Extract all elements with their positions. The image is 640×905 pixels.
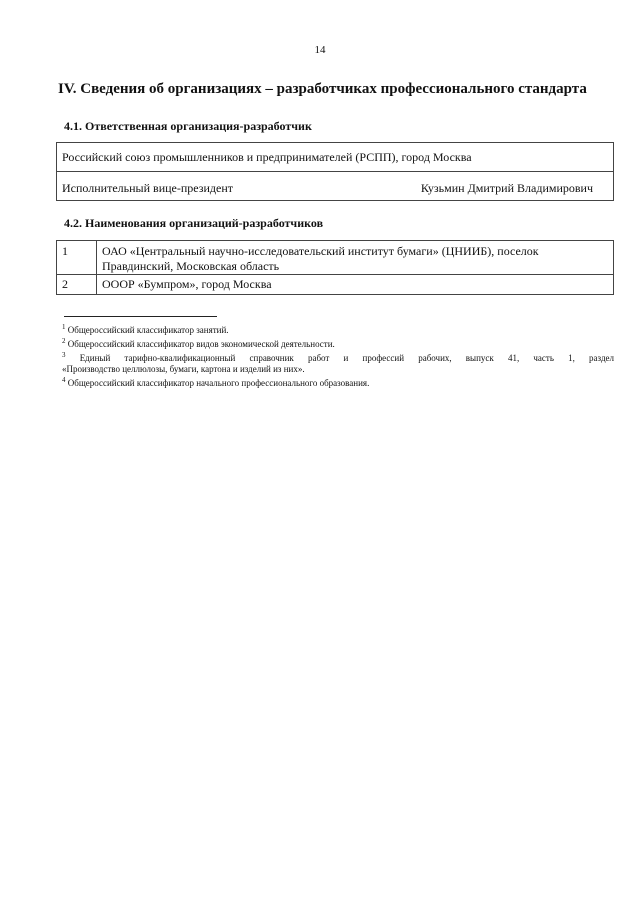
section-title: IV. Сведения об организациях – разработчиках профессионального стандарта: [58, 81, 587, 97]
organization-cell: Российский союз промышленников и предпринимателей (РСПП), город Москва: [57, 143, 614, 172]
signatory-cell: [57, 172, 614, 201]
footnote: [62, 336, 614, 350]
developers-table: [56, 240, 614, 295]
table-row: [57, 275, 614, 295]
responsible-org-heading: 4.1. Ответственная организация-разработчик: [64, 119, 312, 133]
responsible-org-table: [56, 142, 614, 201]
person-name: Кузьмин Дмитрий Владимирович: [420, 181, 593, 195]
position-text: Исполнительный вице-президент: [62, 181, 234, 195]
organization-name: ОООР «Бумпром», город Москва: [97, 275, 614, 295]
organization-name: [97, 241, 614, 275]
footnote-text: Общероссийский классификатор начального профессионального образования.: [67, 378, 370, 388]
developers-heading: 4.2. Наименования организаций-разработчиков: [64, 216, 324, 230]
organization-name-line: ОАО «Центральный научно-исследовательский институт бумаги» (ЦНИИБ), поселок: [102, 244, 539, 258]
footnote: [62, 350, 614, 364]
table-row: [57, 143, 614, 172]
footnote-text: Общероссийский классификатор занятий.: [67, 325, 229, 335]
footnote-continuation: «Производство целлюлозы, бумаги, картона и изделий из них».: [62, 364, 305, 374]
footnote-mark: 4: [62, 376, 66, 384]
footnote: [62, 375, 614, 389]
footnote-separator: [64, 316, 217, 317]
footnote-mark: 2: [62, 337, 66, 345]
table-row: [57, 172, 614, 201]
table-row: [57, 241, 614, 275]
page-number: 14: [314, 44, 326, 56]
footnote-mark: 3: [62, 351, 66, 359]
footnote-mark: 1: [62, 323, 66, 331]
footnote-text: Единый тарифно-квалификационный справочник работ и профессий рабочих, выпуск 41, часть 1, раздел: [79, 353, 615, 363]
row-number: 2: [57, 275, 97, 295]
row-number: 1: [57, 241, 97, 275]
footnote-text: Общероссийский классификатор видов экономической деятельности.: [67, 339, 335, 349]
organization-name-line: Правдинский, Московская область: [102, 259, 280, 273]
footnotes: [62, 322, 614, 389]
footnote: [62, 322, 614, 336]
